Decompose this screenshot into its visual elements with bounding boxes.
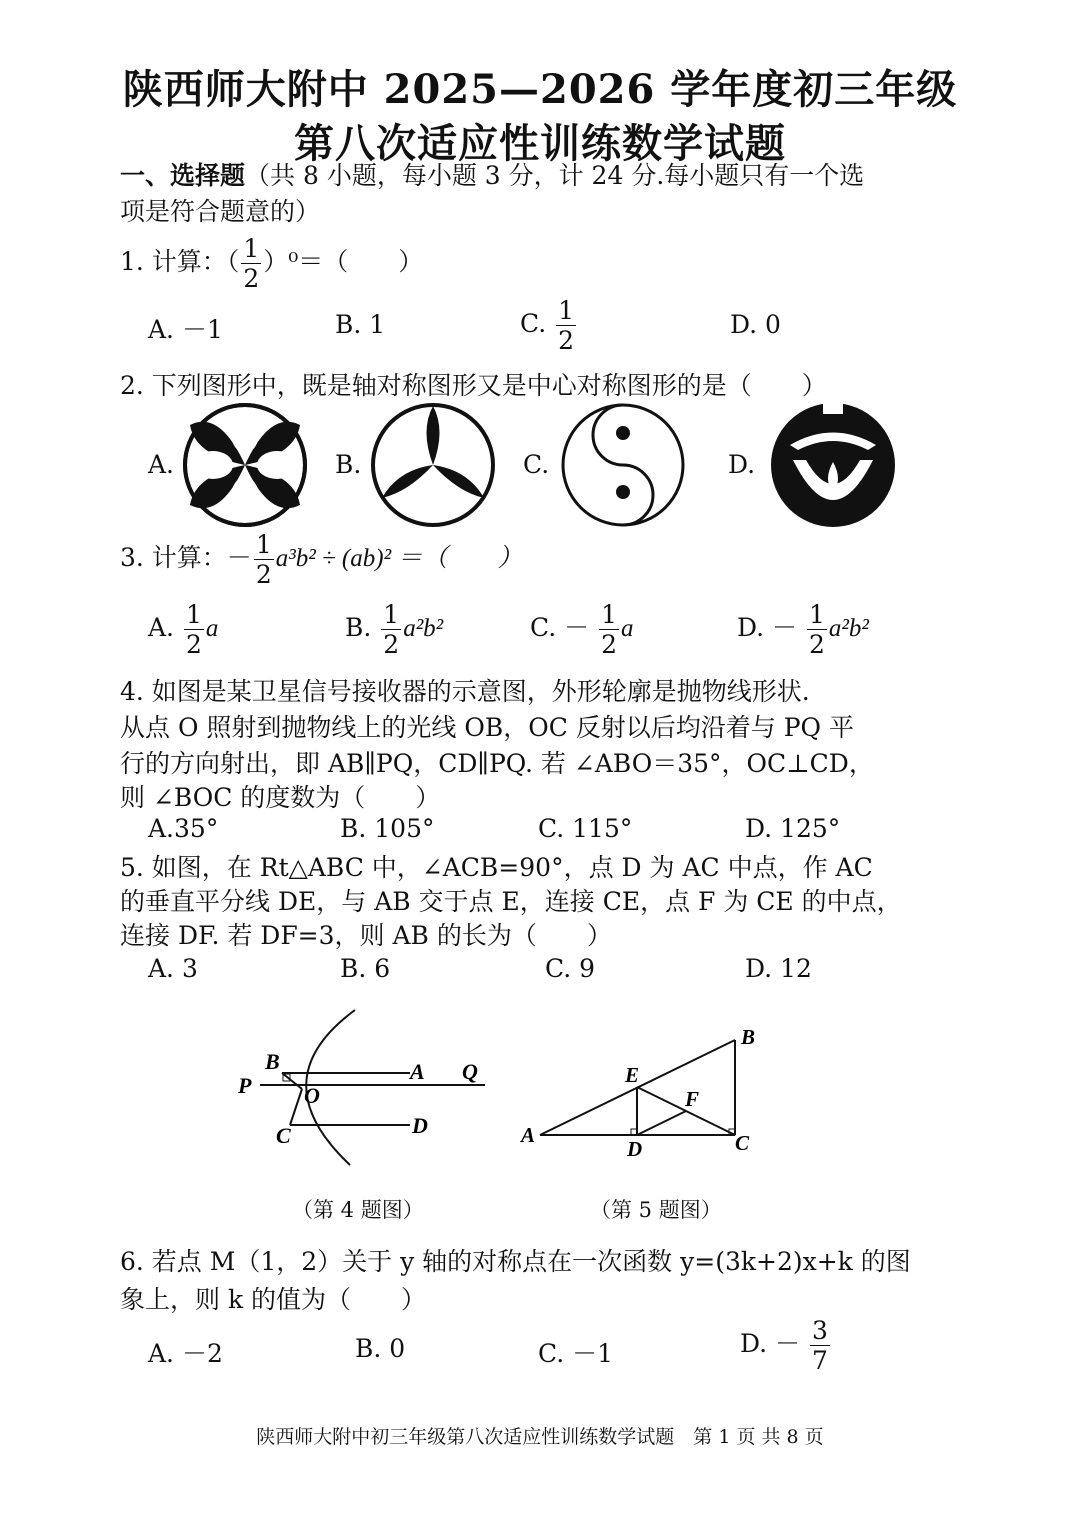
q1-option-b: B. 1 bbox=[335, 310, 386, 339]
q4-option-c: C. 115° bbox=[538, 814, 633, 843]
q6-d-den: 7 bbox=[812, 1346, 828, 1375]
fig4-label-q: Q bbox=[462, 1059, 478, 1084]
q3-a-tail: a bbox=[205, 615, 219, 642]
exam-title-line2: 第八次适应性训练数学试题 bbox=[294, 120, 786, 167]
figure-5-caption: （第 5 题图） bbox=[590, 1198, 722, 1222]
q3-a-label: A. bbox=[148, 613, 175, 642]
q6-option-d bbox=[740, 1318, 832, 1373]
page-footer: 陕西师大附中初三年级第八次适应性训练数学试题 第 1 页 共 8 页 bbox=[256, 1426, 824, 1448]
q3-num: 1 bbox=[255, 530, 272, 559]
q3-b-label: B. bbox=[345, 613, 372, 642]
question-1-stem bbox=[120, 236, 423, 291]
q3-prefix: 3. 计算：－ bbox=[120, 543, 252, 572]
fig5-label-e: E bbox=[625, 1063, 640, 1087]
question-4-line1: 4. 如图是某卫星信号接收器的示意图，外形轮廓是抛物线形状. bbox=[120, 677, 810, 706]
q3-den: 2 bbox=[255, 560, 272, 589]
q2-label-a: A. bbox=[148, 450, 175, 479]
q2-figure-a bbox=[180, 400, 310, 530]
q1-prefix: 1. 计算：（ bbox=[120, 247, 240, 276]
q3-a-den: 2 bbox=[185, 630, 202, 659]
q3-b-den: 2 bbox=[383, 630, 400, 659]
fig4-label-a: A bbox=[410, 1059, 425, 1084]
figure-5-triangle-diagram bbox=[515, 1020, 785, 1165]
q3-c-fraction bbox=[599, 602, 619, 657]
question-4-line4: 则 ∠BOC 的度数为（ ） bbox=[120, 783, 441, 812]
figure-4-parabola-diagram bbox=[230, 1005, 500, 1175]
q6-d-fraction bbox=[810, 1318, 830, 1373]
q1-option-c bbox=[520, 298, 578, 353]
section1-instructions bbox=[120, 156, 864, 192]
q5-option-c: C. 9 bbox=[545, 954, 596, 983]
q1-frac-den: 2 bbox=[243, 264, 260, 293]
q3-a-fraction bbox=[184, 602, 204, 657]
q2-figure-c bbox=[558, 400, 688, 530]
q1-suffix: ）⁰＝（ ） bbox=[263, 247, 424, 276]
q5-option-a: A. 3 bbox=[148, 954, 198, 983]
q1-c-den: 2 bbox=[558, 326, 575, 355]
q1-option-a: A. －1 bbox=[148, 315, 223, 344]
q3-b-fraction bbox=[381, 602, 401, 657]
q1-option-d: D. 0 bbox=[730, 310, 781, 339]
figure-4-caption: （第 4 题图） bbox=[292, 1198, 424, 1222]
q6-option-a: A. －2 bbox=[148, 1339, 223, 1368]
q3-option-b bbox=[345, 602, 443, 657]
q4-option-b: B. 105° bbox=[340, 814, 435, 843]
q3-b-num: 1 bbox=[383, 600, 400, 629]
q6-option-b: B. 0 bbox=[355, 1334, 406, 1363]
q5-option-b: B. 6 bbox=[340, 954, 391, 983]
fig4-label-p: P bbox=[238, 1073, 252, 1098]
q2-figure-d bbox=[768, 400, 898, 530]
question-3-stem bbox=[120, 532, 522, 587]
q3-option-c bbox=[530, 602, 634, 657]
q6-d-num: 3 bbox=[812, 1316, 828, 1345]
question-5-line2: 的垂直平分线 DE，与 AB 交于点 E，连接 CE，点 F 为 CE 的中点， bbox=[120, 887, 902, 916]
question-6-line1: 6. 若点 M（1，2）关于 y 轴的对称点在一次函数 y=(3k+2)x+k 的图 bbox=[120, 1247, 911, 1276]
q3-d-label: D. － bbox=[737, 613, 798, 642]
question-4-line3: 行的方向射出，即 AB∥PQ，CD∥PQ. 若 ∠ABO＝35°，OC⊥CD， bbox=[120, 749, 874, 778]
q2-label-d: D. bbox=[728, 450, 756, 479]
question-2-stem: 2. 下列图形中，既是轴对称图形又是中心对称图形的是（ ） bbox=[120, 371, 827, 400]
fig5-label-c: C bbox=[735, 1131, 750, 1155]
q4-option-d: D. 125° bbox=[745, 814, 841, 843]
fig4-label-c: C bbox=[276, 1123, 291, 1148]
question-4-line2: 从点 O 照射到抛物线上的光线 OB，OC 反射以后均沿着与 PQ 平 bbox=[120, 713, 854, 742]
question-6-line2: 象上，则 k 的值为（ ） bbox=[120, 1285, 427, 1314]
fig5-label-a: A bbox=[521, 1123, 536, 1147]
section1-instructions-line2: 项是符合题意的） bbox=[120, 197, 321, 226]
fig4-label-d: D bbox=[412, 1113, 428, 1138]
q3-a-num: 1 bbox=[185, 600, 202, 629]
q3-c-tail: a bbox=[621, 615, 634, 642]
q2-figure-b bbox=[368, 400, 498, 530]
fig5-label-b: B bbox=[741, 1025, 756, 1049]
q1-frac-num: 1 bbox=[243, 234, 260, 263]
q3-d-den: 2 bbox=[809, 630, 825, 659]
q3-b-tail: a²b² bbox=[403, 615, 444, 642]
section1-instructions-text: （共 8 小题，每小题 3 分，计 24 分.每小题只有一个选 bbox=[245, 161, 865, 190]
q3-option-d bbox=[737, 602, 869, 657]
q6-option-c: C. －1 bbox=[538, 1339, 614, 1368]
segment-co bbox=[290, 1089, 302, 1125]
q1-option-c-fraction bbox=[556, 298, 576, 353]
q1-c-num: 1 bbox=[558, 296, 575, 325]
q3-d-fraction bbox=[807, 602, 827, 657]
q5-option-d: D. 12 bbox=[745, 954, 812, 983]
q3-fraction bbox=[254, 532, 274, 587]
fig5-label-f: F bbox=[685, 1087, 700, 1111]
q1-fraction bbox=[241, 236, 261, 291]
q3-option-a bbox=[148, 602, 218, 657]
fig5-label-d: D bbox=[627, 1137, 643, 1161]
q3-expression: a³b² ÷ (ab)² ＝（ ） bbox=[275, 545, 523, 572]
q3-c-label: C. － bbox=[530, 613, 590, 642]
q2-label-b: B. bbox=[335, 450, 362, 479]
q3-d-num: 1 bbox=[809, 600, 825, 629]
question-5-line1: 5. 如图，在 Rt△ABC 中，∠ACB=90°，点 D 为 AC 中点，作 AC bbox=[120, 853, 873, 882]
question-5-line3: 连接 DF. 若 DF=3，则 AB 的长为（ ） bbox=[120, 921, 612, 950]
q1-option-c-label: C. bbox=[520, 309, 547, 338]
q3-d-tail: a²b² bbox=[828, 615, 869, 642]
q4-option-a: A.35° bbox=[148, 814, 219, 843]
q2-label-c: C. bbox=[523, 450, 550, 479]
section1-heading: 一、选择题 bbox=[120, 161, 246, 190]
segment-df bbox=[637, 1111, 686, 1135]
q3-c-num: 1 bbox=[601, 600, 617, 629]
q6-d-label: D. － bbox=[740, 1329, 801, 1358]
q3-c-den: 2 bbox=[601, 630, 617, 659]
fig4-label-o: O bbox=[304, 1083, 320, 1108]
exam-title-line1: 陕西师大附中 2025—2026 学年度初三年级 bbox=[122, 66, 958, 113]
fig4-label-b: B bbox=[265, 1049, 280, 1074]
